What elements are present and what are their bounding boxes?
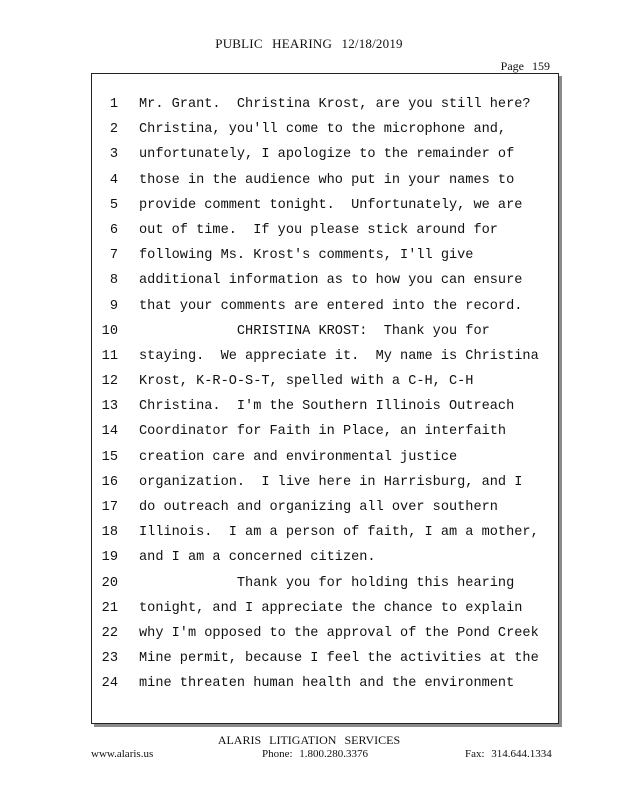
transcript-line [92,142,558,167]
line-text: organization. I live here in Harrisburg, and I [139,474,523,490]
line-text: Christina, you'll come to the microphone and, [139,122,507,138]
transcript-line [92,419,558,444]
line-number: 12 [101,374,118,390]
line-text: and I am a concerned citizen. [139,550,376,566]
line-number: 19 [101,550,118,566]
line-text: CHRISTINA KROST: Thank you for [139,323,490,339]
transcript-line [92,117,558,142]
transcript-line [92,445,558,470]
line-number: 1 [109,97,118,112]
line-text: tonight, and I appreciate the chance to explain [139,600,523,616]
court-reporter-firm: ALARIS LITIGATION SERVICES [217,733,401,747]
line-number: 6 [109,222,118,238]
transcript-line [92,268,558,293]
line-text: Illinois. I am a person of faith, I am a mother, [139,525,539,541]
transcript-line [92,319,558,344]
line-number: 16 [101,474,118,490]
firm-phone: Phone: 1.800.280.3376 [262,748,369,760]
line-text: additional information as to how you can ensure [139,273,523,289]
line-number: 10 [101,323,118,339]
transcript-line [92,193,558,218]
transcript-line [92,646,558,671]
line-number: 22 [101,625,118,641]
line-text: do outreach and organizing all over southern [139,500,498,515]
line-number: 3 [109,147,118,163]
line-number: 11 [101,348,118,364]
transcript-line [92,671,558,696]
line-text: out of time. If you please stick around for [139,222,498,238]
page-number: Page 159 [500,59,550,73]
transcript-lines [92,92,558,697]
transcript-line [92,394,558,419]
transcript-line [92,168,558,193]
line-number: 9 [109,298,118,314]
line-text: mine threaten human health and the environment [139,676,515,692]
transcript-line [92,545,558,570]
line-text: Krost, K-R-O-S-T, spelled with a C-H, C-H [139,374,474,390]
line-number: 8 [109,273,118,289]
line-text: Christina. I'm the Southern Illinois Outreach [139,399,515,415]
line-number: 20 [101,575,118,591]
line-number: 14 [101,424,118,440]
transcript-line [92,571,558,596]
line-number: 24 [101,676,118,692]
line-number: 17 [101,500,118,515]
transcript-line [92,520,558,545]
line-number: 15 [101,449,118,465]
transcript-line [92,369,558,394]
line-number: 13 [101,399,118,415]
line-number: 5 [109,197,118,213]
transcript-line [92,495,558,520]
line-text: provide comment tonight. Unfortunately, we are [139,197,523,213]
line-text: that your comments are entered into the record. [139,298,523,314]
transcript-line [92,294,558,319]
line-text: Thank you for holding this hearing [139,575,515,591]
document-header-title: PUBLIC HEARING 12/18/2019 [215,36,403,51]
transcript-line [92,218,558,243]
transcript-line [92,621,558,646]
line-text: Coordinator for Faith in Place, an interfaith [139,424,507,440]
line-text: Mine permit, because I feel the activities at the [139,651,539,667]
line-number: 23 [101,651,118,667]
line-text: creation care and environmental justice [139,449,458,465]
line-text: staying. We appreciate it. My name is Christina [139,348,539,364]
line-text: unfortunately, I apologize to the remainder of [139,147,515,163]
firm-website: www.alaris.us [91,748,154,760]
line-text: why I'm opposed to the approval of the Pond Creek [139,625,539,641]
line-number: 21 [101,600,118,616]
transcript-page-frame [91,73,559,724]
transcript-line [92,344,558,369]
transcript-line [92,92,558,117]
transcript-line [92,470,558,495]
line-text: following Ms. Krost's comments, I'll give [139,248,474,264]
transcript-line [92,243,558,268]
line-number: 2 [109,122,118,138]
line-text: those in the audience who put in your names to [139,172,515,188]
line-text: Mr. Grant. Christina Krost, are you still here? [139,97,531,112]
transcript-line [92,596,558,621]
line-number: 4 [109,172,118,188]
firm-fax: Fax: 314.644.1334 [465,748,552,760]
line-number: 7 [109,248,118,264]
line-number: 18 [101,525,118,541]
